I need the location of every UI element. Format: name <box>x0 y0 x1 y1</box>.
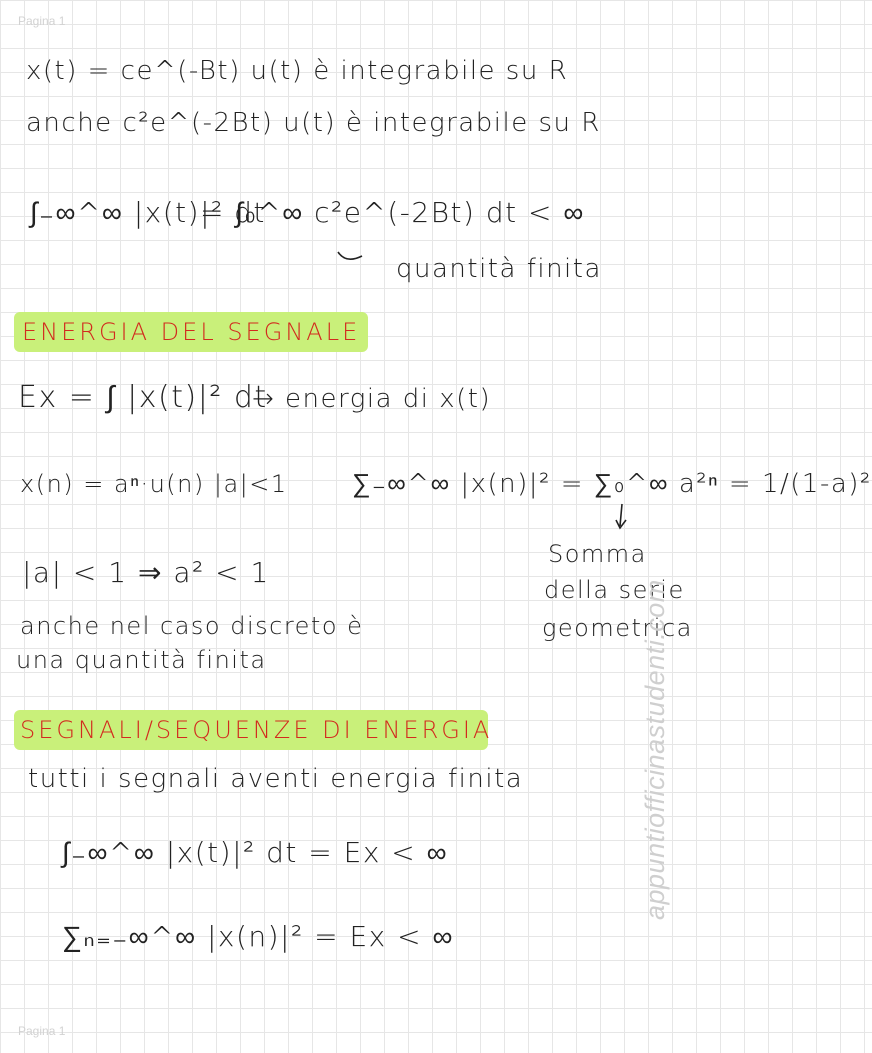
finite-quantity-note: quantità finita <box>396 254 602 284</box>
continuous-energy-equation: ∫₋∞^∞ |x(t)|² dt = Ex < ∞ <box>62 836 449 869</box>
section-title-energy-signals: SEGNALI/SEQUENZE DI ENERGIA <box>20 716 493 744</box>
line-squared-signal: anche c²e^(-2Bt) u(t) è integrabile su R <box>26 108 601 138</box>
discrete-energy-sum: ∑₋∞^∞ |x(n)|² = ∑₀^∞ a²ⁿ = 1/(1-a)² <box>352 469 872 499</box>
line-signal-definition: x(t) = ce^(-Bt) u(t) è integrabile su R <box>26 56 569 86</box>
discrete-note-line2: una quantità finita <box>16 646 267 674</box>
page-label-top: Pagina 1 <box>18 14 66 28</box>
energy-definition: Ex = ∫ |x(t)|² dt <box>18 380 268 415</box>
series-note-line3: geometrica <box>542 614 693 642</box>
watermark: appuntiofficinastudenti.com <box>640 579 670 920</box>
discrete-note-line1: anche nel caso discreto è <box>20 612 364 640</box>
down-arrow-icon <box>614 502 630 532</box>
curved-arrow-icon <box>336 248 366 268</box>
integral-rhs: = ∫₀^∞ c²e^(-2Bt) dt < ∞ <box>200 196 585 229</box>
finite-energy-intro: tutti i segnali aventi energia finita <box>28 764 524 794</box>
condition-a-squared: |a| < 1 ⇒ a² < 1 <box>22 556 270 589</box>
discrete-energy-equation: ∑ₙ₌₋∞^∞ |x(n)|² = Ex < ∞ <box>62 920 454 953</box>
integral-lhs: ∫₋∞^∞ |x(t)|² dt <box>30 196 266 229</box>
series-note-line2: della serie <box>544 576 685 604</box>
discrete-signal-definition: x(n) = aⁿ·u(n) |a|<1 <box>20 470 288 498</box>
series-note-line1: Somma <box>548 540 647 568</box>
page-label-bottom: Pagina 1 <box>18 1024 66 1038</box>
energy-note: → energia di x(t) <box>252 384 492 414</box>
section-title-energy-of-signal: ENERGIA DEL SEGNALE <box>22 318 361 346</box>
